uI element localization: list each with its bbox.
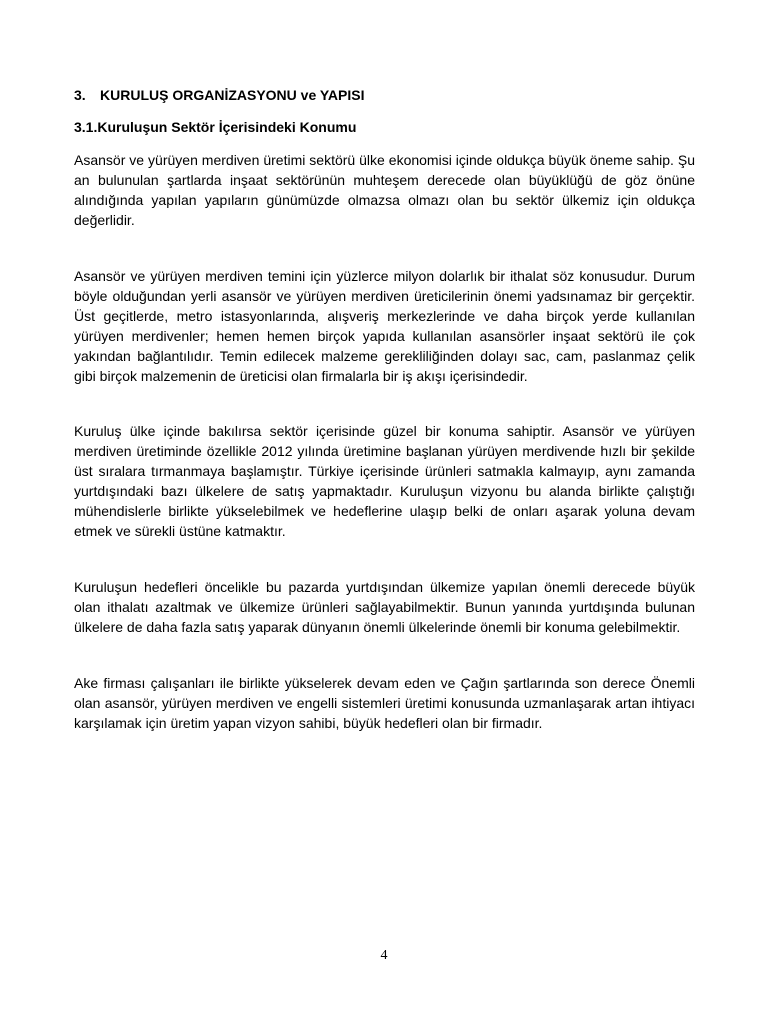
paragraph-1: Asansör ve yürüyen merdiven üretimi sektörü ülke ekonomisi içinde oldukça büyük öneme sahip. Şu an bulunulan şartlarda inşaat sektörünün muhteşem derecede olan büyüklüğü de göz önüne alındığında yapılan yapıların günümüzde olmazsa olmazı olan bu sektör ülkemiz için oldukça değerlidir. bbox=[74, 152, 695, 228]
section-number: 3. bbox=[74, 87, 86, 103]
section-heading bbox=[74, 86, 695, 104]
paragraph-4: Kuruluşun hedefleri öncelikle bu pazarda yurtdışından ülkemize yapılan önemli derecede büyük olan ithalatı azaltmak ve ülkemize ürünleri sağlayabilmektir. Bunun yanında yurtdışında bulunan ülkelere de daha fazla satış yaparak dünyanın önemli ülkelerinde önemli bir konuma gelebilmektir. bbox=[74, 579, 695, 635]
paragraph-2: Asansör ve yürüyen merdiven temini için yüzlerce milyon dolarlık bir ithalat söz konusudur. Durum böyle olduğundan yerli asansör ve yürüyen merdiven üreticilerinin önemi yadsınamaz bir gerçektir. Üst geçitlerde, metro istasyonlarında, alışveriş merkezlerinde ve daha birçok yerde kullanılan yürüyen merdivenler; hemen hemen birçok yapıda kullanılan asansörler inşaat sektörü ile çok yakından bağlantılıdır. Temin edilecek malzeme gerekliliğinden dolayı sac, cam, paslanmaz çelik gibi birçok malzemenin de üreticisi olan firmalarla bir iş akışı içerisindedir. bbox=[74, 268, 695, 384]
section-title: KURULUŞ ORGANİZASYONU ve YAPISI bbox=[100, 87, 365, 103]
subsection-heading: 3.1.Kuruluşun Sektör İçerisindeki Konumu bbox=[74, 119, 357, 135]
paragraph-3: Kuruluş ülke içinde bakılırsa sektör içerisinde güzel bir konuma sahiptir. Asansör ve yürüyen merdiven üretiminde özellikle 2012 yılında üretimine başlanan yürüyen merdivende hızlı bir şekilde üst sıralara tırmanmaya başlamıştır. Türkiye içerisinde ürünleri satmakla kalmayıp, aynı zamanda yurtdışındaki bazı ülkelere de satış yapmaktadır. Kuruluşun vizyonu bu alanda birlikte çalıştığı mühendislerle birlikte yükselebilmek ve hedeflerine ulaşıp belki de onları aşarak yoluna devam etmek ve sürekli üstüne katmaktır. bbox=[74, 423, 695, 539]
page-number: 4 bbox=[380, 948, 388, 963]
paragraph-5: Ake firması çalışanları ile birlikte yükselerek devam eden ve Çağın şartlarında son derece Önemli olan asansör, yürüyen merdiven ve engelli sistemleri üretimi konusunda uzmanlaşarak artan ihtiyacı karşılamak için üretim yapan vizyon sahibi, büyük hedefleri olan bir firmadır. bbox=[74, 675, 695, 731]
document-page bbox=[74, 86, 695, 733]
